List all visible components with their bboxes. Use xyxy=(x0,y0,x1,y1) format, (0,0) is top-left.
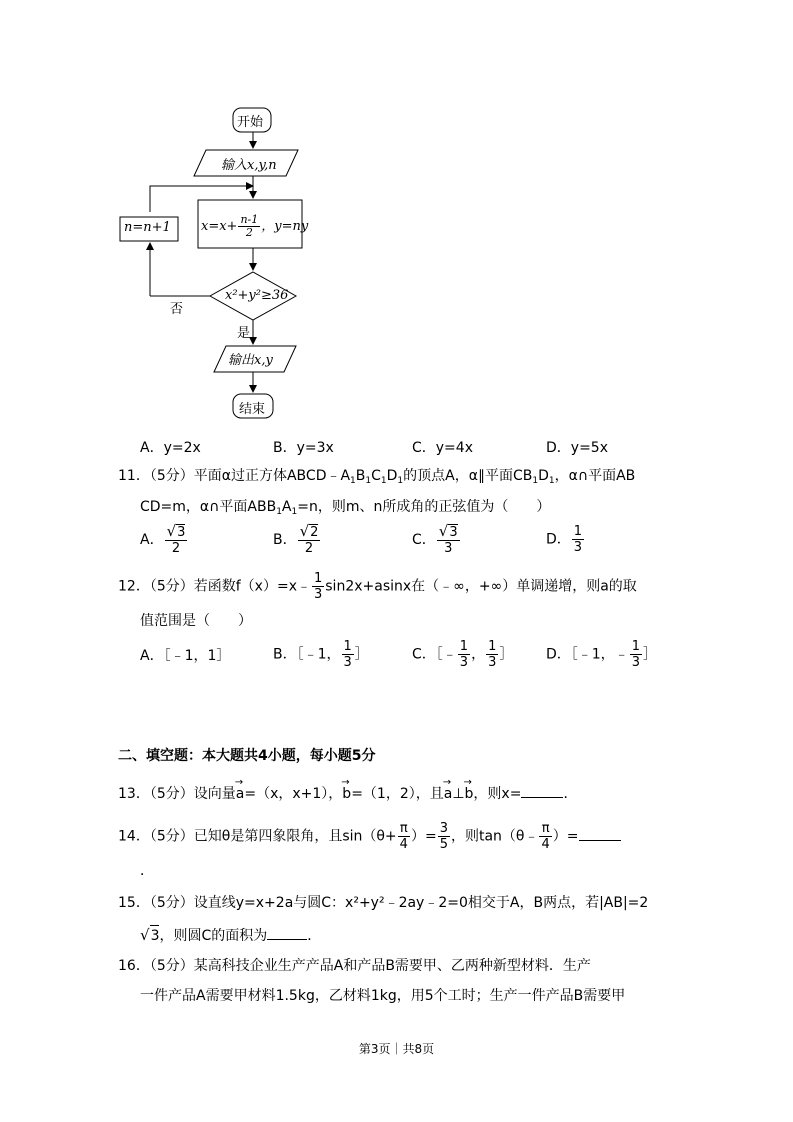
q15-line2: √3，则圆C的面积为 ． xyxy=(140,926,322,944)
page-footer: 第3页｜共8页 xyxy=(358,1042,435,1056)
q12-option-b: B．［﹣1， $\frac{1}{3}$ ］ xyxy=(273,639,369,670)
flow-process-label: x=x+ $\frac{n-1}{2}$ ，y=ny xyxy=(201,213,309,239)
q11-option-a: A． $\frac{√3}{2}$ xyxy=(140,522,186,556)
q11-line2: CD=m，α∩平面$ABB_1A_1=n$，则m、n所成角的正弦值为（ ） xyxy=(140,499,551,517)
q12-line2: 值范围是（ ） xyxy=(140,613,252,629)
flow-output-label: 输出x,y xyxy=(228,353,273,368)
q10-option-b: B．y=3x xyxy=(273,440,334,456)
q11-line1: 11．（5分）平面α过正方体$ABCD﹣A_1B_1C_1D_1$的顶点A，α∥平面$CB_1D_1$，α∩平面AB xyxy=(118,468,636,486)
q14-answer-blank[interactable] xyxy=(579,840,621,841)
q16-line1: 16．（5分）某高科技企业生产产品A和产品B需要甲、乙两种新型材料．生产 xyxy=(118,958,591,974)
q11-option-d: D． $\frac{1}{3}$ xyxy=(546,524,583,555)
q15-line1: 15．（5分）设直线y=x+2a与圆C：x²+y²﹣2ay﹣2=0相交于A，B两点，若|AB|=2 xyxy=(118,895,649,911)
flow-yes-label: 是 xyxy=(237,326,251,341)
q12-option-c: C．［﹣ $\frac{1}{3}$ ， $\frac{1}{3}$ ］ xyxy=(412,639,514,670)
q13-answer-blank[interactable] xyxy=(521,797,563,798)
flow-start-label: 开始 xyxy=(237,115,264,130)
q16-line2: 一件产品A需要甲材料1.5kg，乙材料1kg，用5个工时；生产一件产品B需要甲 xyxy=(140,988,626,1004)
q13-line: 13．（5分）设向量→ a=（x，x+1），→ b=（1，2），且→ a⊥→ b，则x= ． xyxy=(118,784,577,804)
q12-option-a: A．［﹣1，1］ xyxy=(140,648,231,664)
q11-option-b: B． $\frac{√2}{2}$ xyxy=(273,522,319,556)
section-heading: 二、填空题：本大题共4小题，每小题5分 xyxy=(118,748,376,764)
flow-input-label: 输入x,y,n xyxy=(221,158,277,173)
q14-line2: ． xyxy=(140,863,154,879)
q15-answer-blank[interactable] xyxy=(267,939,307,940)
flow-end-label: 结束 xyxy=(239,402,266,417)
q10-option-d: D．y=5x xyxy=(546,440,608,456)
q11-option-c: C． $\frac{√3}{3}$ xyxy=(412,522,458,556)
flowchart xyxy=(110,100,330,430)
flow-loop-label: n=n+1 xyxy=(124,220,171,235)
q12-line1: 12．（5分）若函数f（x）=x﹣ $\frac{1}{3}$ sin2x+asinx在（﹣∞，+∞）单调递增，则a的取 xyxy=(118,571,637,602)
q10-option-c: C．y=4x xyxy=(412,440,473,456)
q12-option-d: D．［﹣1，﹣ $\frac{1}{3}$ ］ xyxy=(546,639,657,670)
q10-option-a: A．y=2x xyxy=(140,440,201,456)
flow-no-label: 否 xyxy=(170,302,184,317)
flow-condition-label: x²+y²≥36 xyxy=(225,288,289,303)
q14-line1: 14．（5分）已知θ是第四象限角，且sin（θ+ $\frac{\pi}{4}$ ）= $\frac{3}{5}$ ，则tan（θ﹣ $\frac{\pi}{4}$ ）= xyxy=(118,821,621,852)
